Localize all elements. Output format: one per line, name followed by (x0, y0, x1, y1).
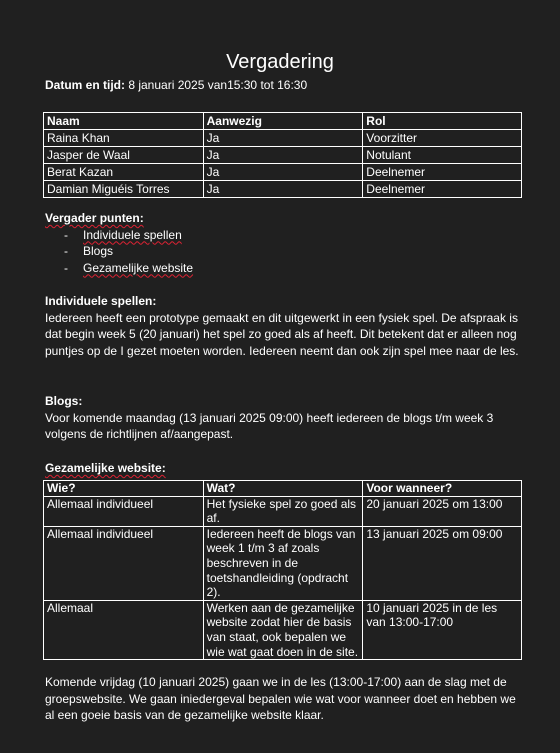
attendee-present: Ja (203, 164, 363, 181)
attendee-role: Deelnemer (363, 181, 522, 198)
individual-body: Iedereen heeft een prototype gemaakt en dit uitgewerkt in een fysiek spel. De afspraak is dat begin week 5 (20 januari) het spel zo goed als af heeft. Dit betekent dat er alleen nog puntjes op de I gezet moeten worden. Iedereen neemt dan ook zijn spel mee naar de les. (45, 310, 519, 358)
attendance-header-present: Aanwezig (203, 113, 363, 130)
task-who: Allemaal individueel (44, 496, 204, 526)
attendee-present: Ja (203, 181, 363, 198)
agenda-heading: Vergader punten: (45, 211, 144, 225)
table-row (44, 164, 522, 181)
task-who: Allemaal (44, 600, 204, 659)
attendance-header-role: Rol (363, 113, 522, 130)
website-section-heading-wrap (45, 460, 525, 477)
document-title: Vergadering (226, 51, 334, 73)
task-what: Het fysieke spel zo goed als af. (203, 496, 363, 526)
closing-paragraph: Komende vrijdag (10 januari 2025) gaan we in de les (13:00-17:00) aan de slag met de groepswebsite. We gaan iniedergeval bepalen wie wat voor wanneer doet en hebben we al een goeie basis van de gezamelijke website klaar. (45, 675, 516, 722)
website-header-what: Wat? (203, 481, 363, 497)
blogs-heading: Blogs: (45, 394, 83, 408)
table-row (44, 130, 522, 147)
attendance-table (43, 112, 522, 198)
meeting-date (45, 77, 307, 93)
website-heading: Gezamelijke website: (45, 461, 166, 475)
table-row (44, 526, 522, 600)
website-header-row (44, 481, 522, 497)
attendee-role: Deelnemer (363, 164, 522, 181)
table-row (44, 600, 522, 659)
attendee-name: Raina Khan (44, 130, 204, 147)
agenda-section (45, 210, 525, 276)
website-header-who: Wie? (44, 481, 204, 497)
attendee-present: Ja (203, 147, 363, 164)
table-row (44, 496, 522, 526)
individual-heading: Individuele spellen: (45, 294, 157, 308)
task-when: 10 januari 2025 in de les van 13:00-17:00 (363, 600, 522, 659)
table-row (44, 181, 522, 198)
task-when: 13 januari 2025 om 09:00 (363, 526, 522, 600)
task-what: Werken aan de gezamelijke website zodat hier de basis van staat, ook bepalen we wie wat gaat doen in de site. (203, 600, 363, 659)
list-item: - Individuele spellen (64, 227, 525, 244)
meeting-date-value: 8 januari 2025 van15:30 tot 16:30 (125, 78, 308, 92)
blogs-section (45, 393, 525, 443)
agenda-list (45, 227, 525, 277)
attendee-name: Berat Kazan (44, 164, 204, 181)
list-item: - Gezamelijke website (64, 260, 525, 277)
attendee-role: Notulant (363, 147, 522, 164)
attendance-header-name: Naam (44, 113, 204, 130)
website-table (43, 480, 522, 660)
task-who: Allemaal individueel (44, 526, 204, 600)
attendee-present: Ja (203, 130, 363, 147)
blogs-body: Voor komende maandag (13 januari 2025 09:00) heeft iedereen de blogs t/m week 3 volgens de richtlijnen af/aangepast. (45, 410, 494, 441)
attendee-role: Voorzitter (363, 130, 522, 147)
attendee-name: Damian Miguéis Torres (44, 181, 204, 198)
individual-section (45, 293, 525, 359)
list-item: - Blogs (64, 243, 525, 260)
task-when: 20 januari 2025 om 13:00 (363, 496, 522, 526)
website-header-when: Voor wanneer? (363, 481, 522, 497)
task-what: Iedereen heeft de blogs van week 1 t/m 3 af zoals beschreven in de toetshandleiding (opdracht 2). (203, 526, 363, 600)
attendee-name: Jasper de Waal (44, 147, 204, 164)
attendance-header-row (44, 113, 522, 130)
meeting-date-label: Datum en tijd: (45, 78, 125, 92)
table-row (44, 147, 522, 164)
